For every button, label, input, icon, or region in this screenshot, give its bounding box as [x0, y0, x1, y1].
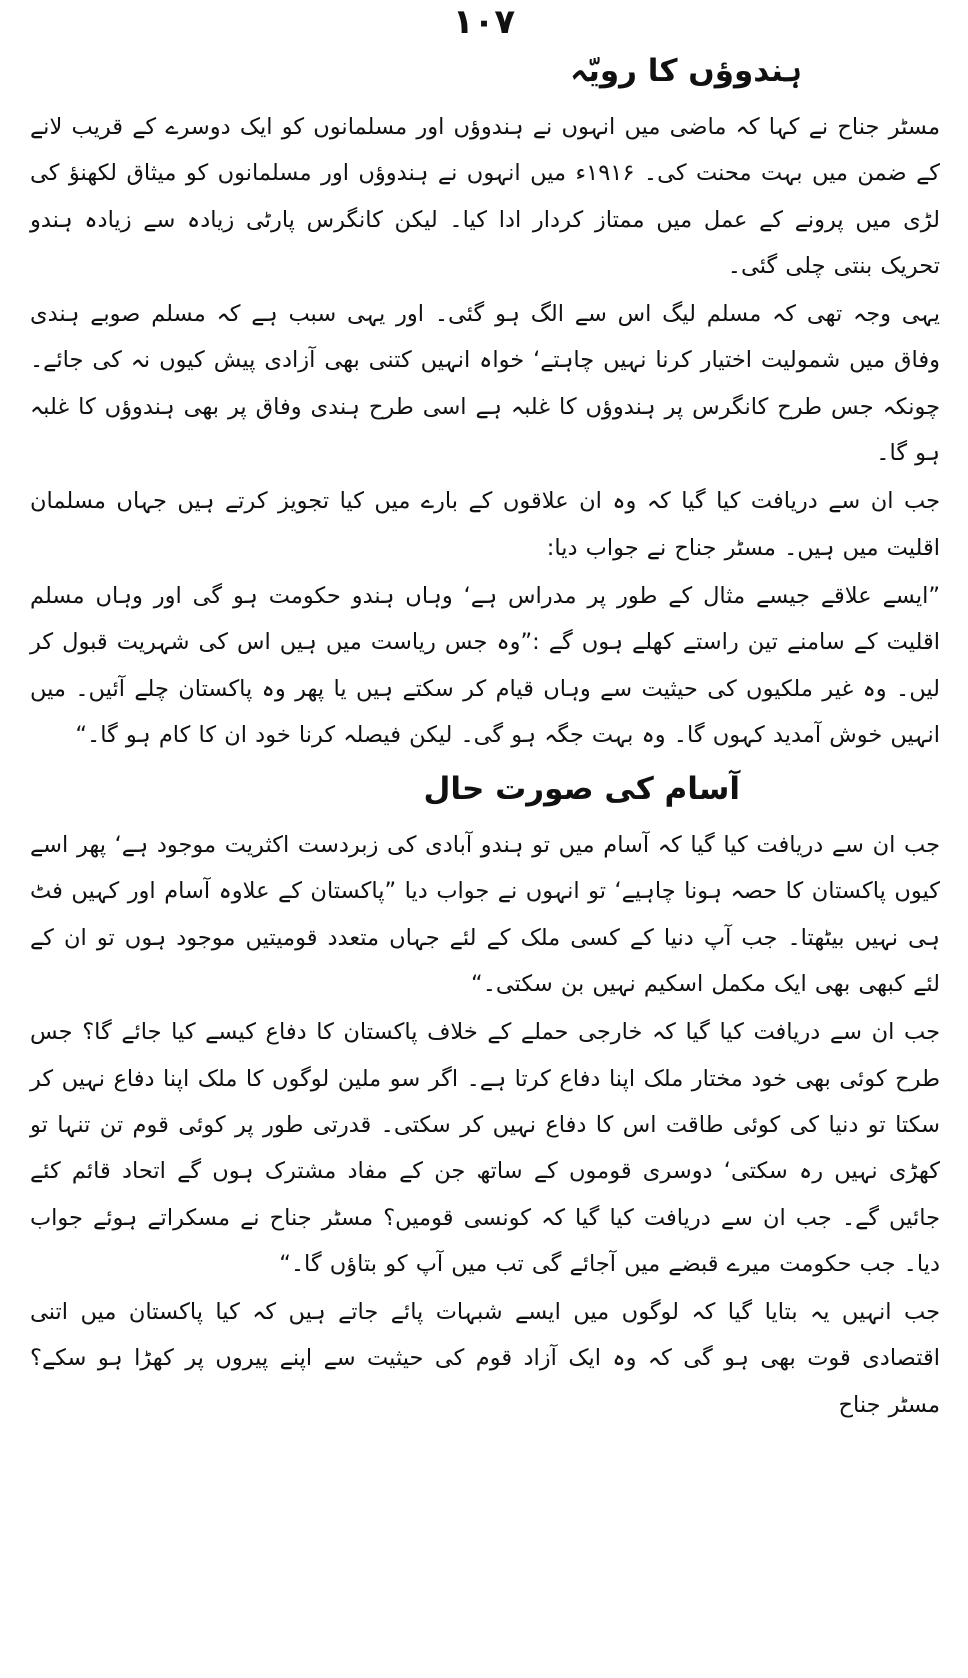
section-assam-situation: [30, 764, 940, 1428]
paragraph: ”ایسے علاقے جیسے مثال کے طور پر مدراس ہے‘ وہاں ہندو حکومت ہو گی اور وہاں مسلم اقلیت کے سامنے تین راستے کھلے ہوں گے :”وہ جس ریاست میں ہیں اس کی شہریت قبول کر لیں۔ وہ غیر ملکیوں کی حیثیت سے وہاں قیام کر سکتے ہیں یا پھر وہ پاکستان چلے آئیں۔ میں انہیں خوش آمدید کہوں گا۔ وہ بہت جگہ ہو گی۔ لیکن فیصلہ کرنا خود ان کا کام ہو گا۔“: [30, 582, 940, 748]
paragraph: یہی وجہ تھی کہ مسلم لیگ اس سے الگ ہو گئی۔ اور یہی سبب ہے کہ مسلم صوبے ہندی وفاق میں شمولیت اختیار کرنا نہیں چاہتے‘ خواہ انہیں کتنی بھی آزادی پیش کیوں نہ کی جائے۔ چونکہ جس طرح کانگرس پر ہندوؤں کا غلبہ ہے اسی طرح ہندی وفاق پر بھی ہندوؤں کا غلبہ ہو گا۔: [30, 301, 940, 467]
paragraph: جب انہیں یہ بتایا گیا کہ لوگوں میں ایسے شبہات پائے جاتے ہیں کہ کیا پاکستان میں اتنی اقتصادی قوت بھی ہو گی کہ وہ ایک آزاد قوم کی حیثیت سے اپنے پیروں پر کھڑا ہو سکے؟ مسٹر جناح: [30, 1299, 940, 1418]
paragraph: جب ان سے دریافت کیا گیا کہ آسام میں تو ہندو آبادی کی زبردست اکثریت موجود ہے‘ پھر اسے کیوں پاکستان کا حصہ ہونا چاہیے‘ تو انہوں نے جواب دیا ”پاکستان کے علاوہ آسام اور کہیں فٹ ہی نہیں بیٹھتا۔ جب آپ دنیا کے کسی ملک کے لئے جہاں متعدد قومیتیں موجود ہوں تو ان کے لئے کبھی بھی ایک مکمل اسکیم نہیں بن سکتی۔“: [30, 832, 940, 998]
paragraph: جب ان سے دریافت کیا گیا کہ وہ ان علاقوں کے بارے میں کیا تجویز کرتے ہیں جہاں مسلمان اقلیت میں ہیں۔ مسٹر جناح نے جواب دیا:: [30, 488, 940, 561]
section-heading: آسام کی صورت حال: [423, 771, 740, 808]
section-hindus-attitude: [30, 46, 940, 758]
paragraph: مسٹر جناح نے کہا کہ ماضی میں انہوں نے ہندوؤں اور مسلمانوں کو ایک دوسرے کے قریب لانے کے ضمن میں بہت محنت کی۔ ۱۹۱۶ء میں انہوں نے ہندوؤں اور مسلمانوں کو میثاق لکھنؤ کی لڑی میں پرونے کے عمل میں ممتاز کردار ادا کیا۔ لیکن کانگرس پارٹی زیادہ سے زیادہ ہندو تحریک بنتی چلی گئی۔: [30, 114, 940, 279]
page-number: ۱۰۷: [452, 2, 516, 42]
paragraph: جب ان سے دریافت کیا گیا کہ خارجی حملے کے خلاف پاکستان کا دفاع کیسے کیا جائے گا؟ جس طرح کوئی بھی خود مختار ملک اپنا دفاع کرتا ہے۔ اگر سو ملین لوگوں کا ملک اپنا دفاع نہیں کر سکتا تو دنیا کی کوئی طاقت اس کا دفاع نہیں کر سکتی۔ قدرتی طور پر کوئی قوم تن تنہا تو کھڑی نہیں رہ سکتی‘ دوسری قوموں کے ساتھ جن کے مفاد مشترک ہوں گے اتحاد قائم کئے جائیں گے۔ جب ان سے دریافت کیا گیا کہ کونسی قومیں؟ مسٹر جناح نے مسکراتے ہوئے جواب دیا۔ جب حکومت میرے قبضے میں آجائے گی تب میں آپ کو بتاؤں گا۔“: [30, 1019, 940, 1277]
section-heading: ہندوؤں کا رویّہ: [570, 53, 802, 89]
